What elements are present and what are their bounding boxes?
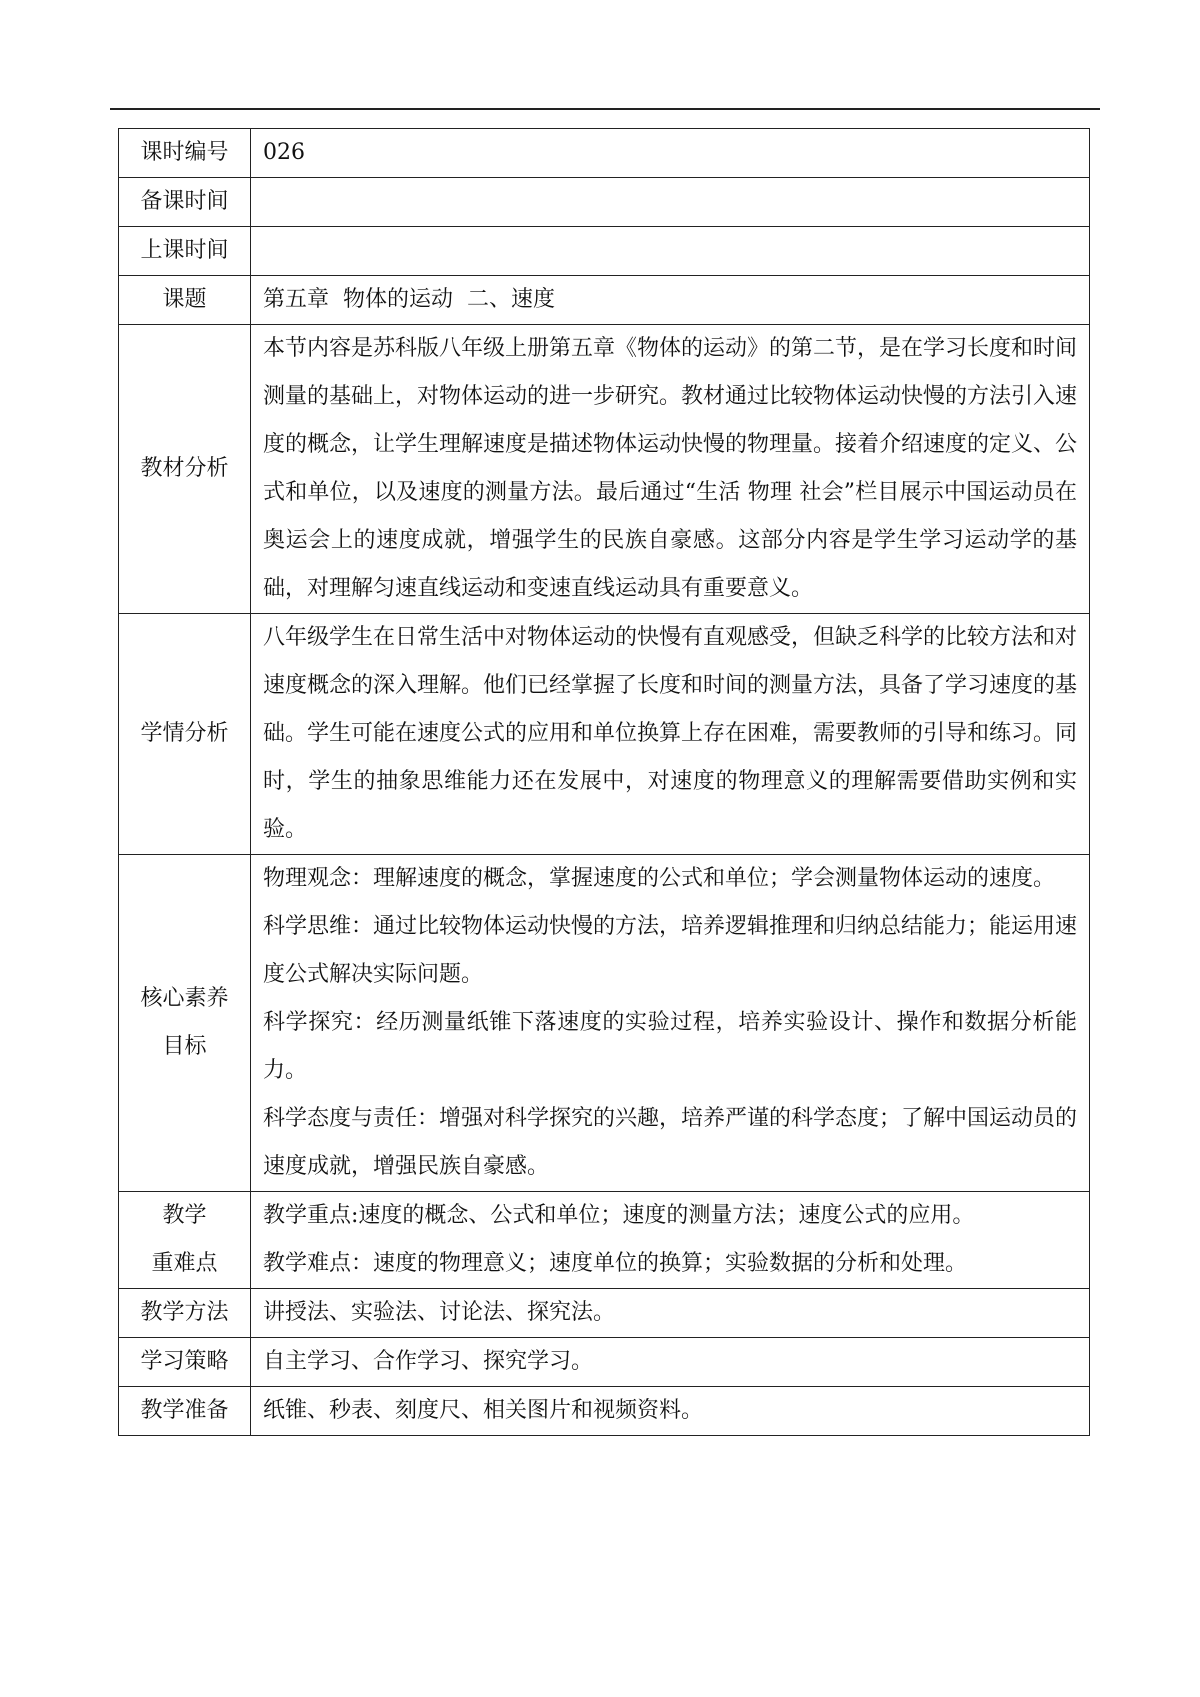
- preparation-value: 纸锥、秒表、刻度尺、相关图片和视频资料。: [251, 1387, 1090, 1436]
- goal-attitude-responsibility: 科学态度与责任：增强对科学探究的兴趣，培养严谨的科学态度；了解中国运动员的速度成就，增强民族自豪感。: [263, 1106, 1078, 1179]
- goal-scientific-thinking: 科学思维：通过比较物体运动快慢的方法，培养逻辑推理和归纳总结能力；能运用速度公式解决实际问题。: [263, 914, 1078, 987]
- row-core-goals: [119, 855, 1090, 1192]
- row-class-time: [119, 227, 1090, 276]
- core-goals-text: [251, 855, 1090, 1192]
- goal-scientific-inquiry: 科学探究：经历测量纸锥下落速度的实验过程，培养实验设计、操作和数据分析能力。: [263, 1010, 1077, 1083]
- key-points-label: [119, 1192, 251, 1289]
- row-key-points: [119, 1192, 1090, 1289]
- lesson-number-value: 026: [251, 129, 1090, 178]
- row-topic: [119, 276, 1090, 325]
- header-rule: [110, 108, 1100, 110]
- prep-time-label: 备课时间: [119, 178, 251, 227]
- core-goals-label-line1: 核心素养: [140, 986, 229, 1011]
- textbook-analysis-text: 本节内容是苏科版八年级上册第五章《物体的运动》的第二节，是在学习长度和时间测量的基础上，对物体运动的进一步研究。教材通过比较物体运动快慢的方法引入速度的概念，让学生理解速度是描述物体运动快慢的物理量。接着介绍速度的定义、公式和单位，以及速度的测量方法。最后通过“生活 物理 社会”栏目展示中国运动员在奥运会上的速度成就，增强学生的民族自豪感。这部分内容是学生学习运动学的基础，对理解匀速直线运动和变速直线运动具有重要意义。: [251, 325, 1090, 614]
- row-lesson-number: [119, 129, 1090, 178]
- methods-value: 讲授法、实验法、讨论法、探究法。: [251, 1289, 1090, 1338]
- lesson-number-label: 课时编号: [119, 129, 251, 178]
- strategy-value: 自主学习、合作学习、探究学习。: [251, 1338, 1090, 1387]
- core-goals-label-line2: 目标: [162, 1034, 207, 1059]
- row-textbook-analysis: [119, 325, 1090, 614]
- textbook-analysis-label: 教材分析: [119, 325, 251, 614]
- key-point-focus: 教学重点:速度的概念、公式和单位；速度的测量方法；速度公式的应用。: [263, 1203, 975, 1228]
- core-goals-label: [119, 855, 251, 1192]
- class-time-label: 上课时间: [119, 227, 251, 276]
- key-points-text: [251, 1192, 1090, 1289]
- class-time-value: [251, 227, 1090, 276]
- goal-physics-concept: 物理观念：理解速度的概念，掌握速度的公式和单位；学会测量物体运动的速度。: [263, 866, 1056, 891]
- methods-label: 教学方法: [119, 1289, 251, 1338]
- preparation-label: 教学准备: [119, 1387, 251, 1436]
- row-prep-time: [119, 178, 1090, 227]
- row-preparation: [119, 1387, 1090, 1436]
- student-analysis-text: 八年级学生在日常生活中对物体运动的快慢有直观感受，但缺乏科学的比较方法和对速度概念的深入理解。他们已经掌握了长度和时间的测量方法，具备了学习速度的基础。学生可能在速度公式的应用和单位换算上存在困难，需要教师的引导和练习。同时，学生的抽象思维能力还在发展中，对速度的物理意义的理解需要借助实例和实验。: [251, 614, 1090, 855]
- prep-time-value: [251, 178, 1090, 227]
- key-point-difficulty: 教学难点：速度的物理意义；速度单位的换算；实验数据的分析和处理。: [263, 1251, 968, 1276]
- lesson-plan-table: [118, 128, 1090, 1436]
- key-points-label-line2: 重难点: [151, 1251, 218, 1276]
- row-methods: [119, 1289, 1090, 1338]
- key-points-label-line1: 教学: [162, 1203, 207, 1228]
- student-analysis-label: 学情分析: [119, 614, 251, 855]
- topic-label: 课题: [119, 276, 251, 325]
- topic-value: 第五章 物体的运动 二、速度: [251, 276, 1090, 325]
- row-strategy: [119, 1338, 1090, 1387]
- row-student-analysis: [119, 614, 1090, 855]
- strategy-label: 学习策略: [119, 1338, 251, 1387]
